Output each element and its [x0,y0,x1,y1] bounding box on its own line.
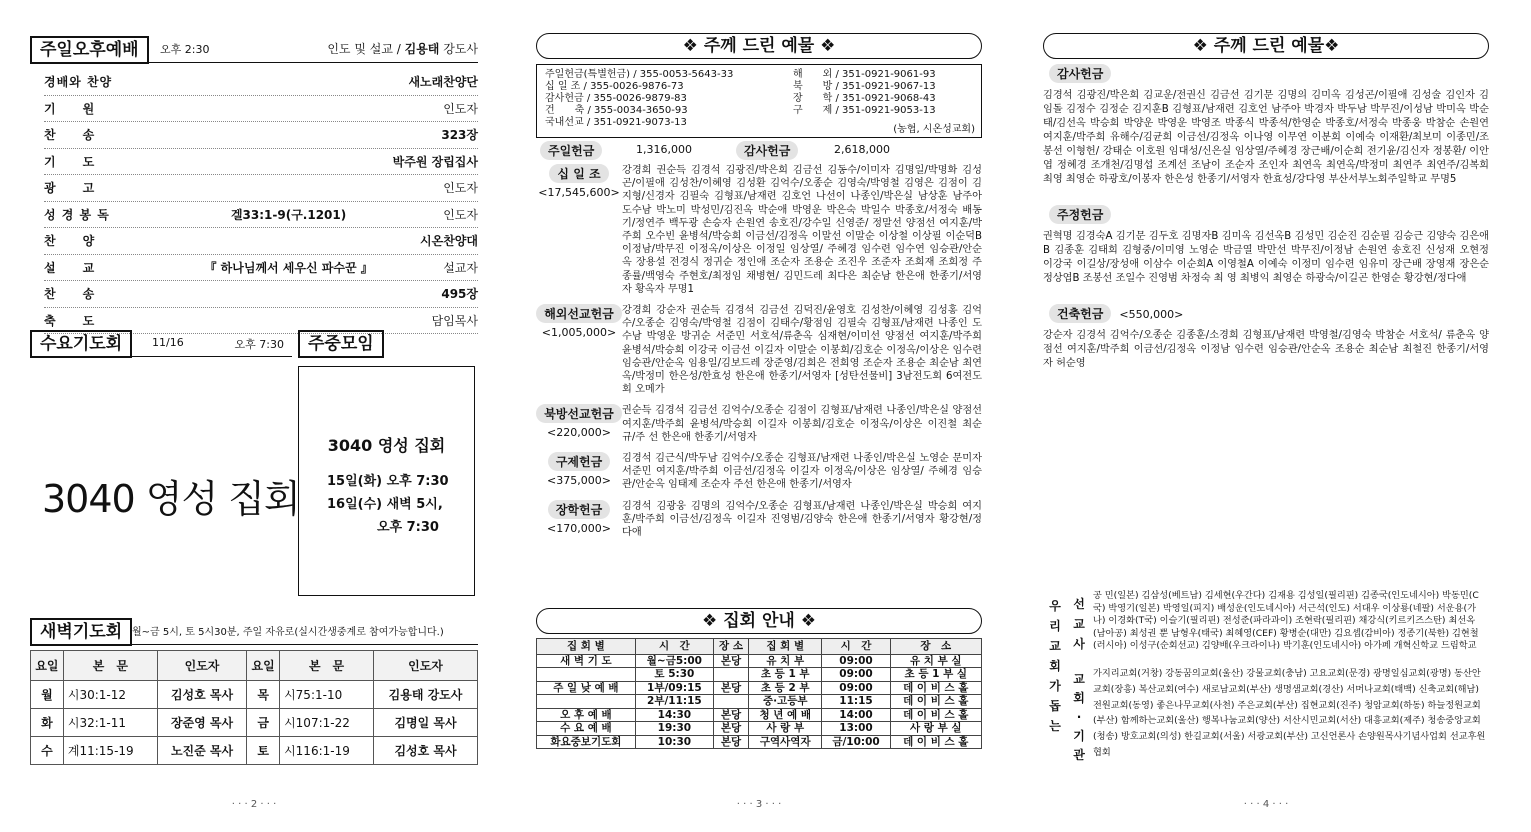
wednesday-title: 수요기도회 [30,330,132,358]
meeting-cell: 본당 [713,722,748,736]
order-person: 인도자 [443,207,478,222]
meeting-cell: 구역사역자 [749,735,822,749]
meeting-cell: 09:00 [822,681,890,695]
sunday-afternoon-header [30,36,478,63]
meeting-cell [537,695,636,709]
meeting-table [536,638,982,749]
account-line: 감사헌금 / 355-0026-9879-83 [545,93,687,104]
offering-section-amount: <550,000> [1119,308,1184,321]
order-person: 박주원 장립집사 [392,154,478,169]
order-detail: 『 하나님께서 세우신 파수꾼 』 [204,260,373,275]
event-big-title: 3040 영성 집회 [42,477,300,521]
offering-section-header [1049,304,1489,323]
meeting-row [537,708,982,722]
donation-label-box [536,404,622,444]
church-label-char: 기 [1073,729,1085,743]
church-label-char: 교 [1073,672,1085,686]
donation-label: 해외선교헌금 [536,304,622,323]
dawn-cell: 시75:1-10 [280,681,374,709]
offering-section-label: 주정헌금 [1049,205,1111,224]
meeting-row [537,654,982,668]
church-list: 가지리교회(거창) 강동꿈의교회(울산) 강물교회(충남) 고요교회(문경) 광명일심교회(광명) 동산안교회(장흥) 복산교회(여수) 새로남교회(부산) 생명샘교회(경산) 서머나교회(태백) 신축교회(해남) 전원교회(동영) 좋은나무교회(사천) 주은교회(부산) 집현교회(진주) 청암교회(하동) 하늘정원교회(부산) 함께하는교회(울산) 행복나눔교회(양산) 서산시민교회(서산) 대흥교회(제주) 청송중앙교회(청송) 방호교회(의성) 한길교회(서울) 서광교회(부산) 고신언론사 손양원목사기념사업회 선교후원협회 [1093,668,1486,758]
meeting-row [537,668,982,682]
dawn-row [31,737,478,765]
wednesday-time: 오후 7:30 [234,338,284,351]
meeting-header-cell: 집 회 별 [749,639,822,655]
dawn-row [31,709,478,737]
dawn-row [31,681,478,709]
meeting-cell: 초 등 1 부 [749,668,822,682]
order-person: 담임목사 [431,313,478,328]
donation-amount: <375,000> [547,474,611,488]
donation-amount: <220,000> [547,426,611,440]
service-time: 오후 2:30 [160,43,210,56]
page-number: · · · 3 · · · [736,799,782,810]
mission-title-char: 리 [1049,619,1061,633]
meeting-cell: 13:00 [822,722,890,736]
donation-label: 장학헌금 [548,500,610,519]
dawn-cell: 시30:1-12 [63,681,157,709]
meeting-cell: 데 이 비 스 홀 [890,695,981,709]
meeting-cell: 19:30 [635,722,713,736]
dawn-note: 월~금 5시, 토 5시30분, 주일 자유로(실시간생중계로 참여가능합니다.) [132,627,444,638]
offering-section-names: 김경석 김광진/박은희 김교운/전권신 김금선 김기문 김명의 김미옥 김성곤/이필애 김성술 김인자 김임돌 김정수 김정순 김지훈B 김형표/남재련 김호언 남주아 박경자 박두남 박무진/이성남 박미옥 박순태/김선옥 박승희 박양운 박영운 박영조 박종식 박종석/한영순 박종호/서정숙 박종웅 박참순 손원연 여지훈/박주희 유해수/김균희 이금선/김정옥 이나영 이무연 이분희 이예숙 이재환/최보미 이종민/조봉선 이형헌/ 강태순 이호원 임대성/신은실 임상열/주혜경 장근배/이순희 전기윤/김신자 정봉환/ 이안엽 정혜경 조개천/김명섭 조계선 조남이 조순자 조인자 최연옥 최연옥/박정미 최연주 최연주/김복희 최영 최영순 하광호/이봉자 한은성 한종기/서영자 한효성/강다영 부산서부노회주일학교 무명5 [1043,90,1489,185]
donation-label-box [536,452,622,492]
dawn-cell: 금 [247,709,280,737]
meeting-cell: 중·고등부 [749,695,822,709]
sunday-thanks-row [540,141,980,157]
order-person: 새노래찬양단 [408,75,478,90]
dawn-cell: 계11:15-19 [63,737,157,765]
donation-block [536,164,982,296]
dawn-cell: 김명일 목사 [374,709,478,737]
thanks-offering-label: 감사헌금 [736,141,798,160]
dawn-header-cell: 인도자 [374,651,478,681]
event-box [298,366,475,596]
donation-amount: <17,545,600> [538,186,620,199]
offering-section-names: 권혁명 김경숙A 김기문 김두호 김명자B 김미옥 김선옥B 김성민 김순진 김순필 김승근 김양숙 김은애B 김종훈 김태희 김형중/이미영 노영순 박금열 박만선 박무진/이정남 손원연 송호진 신성재 오현정 이강국 이길상/장성애 이삼수 이순희A 이영철A 이예숙 이정미 임수련 임유미 장근배 장영재 장은순 정상엽B 조봉선 조일수 진영범 차정숙 최 영 최병익 최영순 하광숙/이길곤 한영순 황강현/정다애 [1043,231,1489,284]
account-line: 북 방 / 351-0921-9067-13 [793,81,936,92]
meeting-cell: 금/10:00 [822,735,890,749]
account-line: 주일헌금(특별헌금) / 355-0053-5643-33 [545,69,734,80]
dawn-cell: 수 [31,737,64,765]
account-line: 구 제 / 351-0921-9053-13 [793,105,936,116]
meeting-header-cell: 시 간 [635,639,713,655]
meeting-cell: 11:15 [822,695,890,709]
meeting-cell: 본당 [713,681,748,695]
meeting-header-cell: 장 소 [890,639,981,655]
dawn-cell: 김성호 목사 [374,737,478,765]
offering-section-names: 강순자 김경석 김억수/오종순 김종훈/소경희 김형표/남재련 박영철/김영숙 박참순 서호석/ 류춘옥 양점선 여지훈/박주희 이금선/김정옥 이정남 임수련 임승관/안순옥 조용순 최순남 최철진 한종기/서영자 허순영 [1043,330,1489,369]
offering-sections [1043,64,1489,371]
donor-names: 강경희 강순자 권순득 김경석 김금선 김덕진/윤영호 김성찬/이혜영 김성홍 김억수/오종순 김영숙/박영철 김점이 김태수/황점임 김필숙 김형표/남재련 나종인 도수남 박영운 방귀순 서준민 서호석/류춘옥 심재현/이미선 양점선 여지훈/박주희 윤병석/박승희 이강국 이금선 이길자 이말순 이봉희/김호순 이정옥/이상은 임수련 임승관/안순옥 임용일/김보드레 장준영/김희은 전희영 조순자 조용순 최순남 최연옥/박정미 한은성/한효성 한은애 한종기/서영자 [성탄선물비] 3남전도회 6여전도회 오메가 [622,305,983,396]
page-number: · · · 4 · · · [1243,799,1289,810]
meeting-cell: 유 치 부 [749,654,822,668]
dawn-cell: 화 [31,709,64,737]
worship-order-row [44,69,478,96]
offering-section-label: 감사헌금 [1049,64,1111,83]
dawn-cell: 목 [247,681,280,709]
donation-block [536,304,982,396]
meeting-cell [713,668,748,682]
offering-section-header [1049,64,1489,83]
preacher-line: 인도 및 설교 / 김용태 강도사 [327,42,478,56]
mission-label-char: 선 [1073,597,1085,611]
meeting-cell: 10:30 [635,735,713,749]
donor-names: 권순득 김경석 김금선 김억수/오종순 김점이 김형표/남재련 나종인/박은실 양점선 여지훈/박주희 윤병석/박승희 이길자 이봉희/김호순 이정옥/이상은 이진철 최순규/주 선 한은애 한종기/서영자 [622,405,983,443]
donation-label-box [536,164,622,296]
dawn-header-cell: 요일 [247,651,280,681]
dawn-cell: 월 [31,681,64,709]
wednesday-header [30,330,292,357]
donation-amount: <170,000> [547,521,611,535]
account-box [536,64,982,138]
mission-title-char: 가 [1049,679,1061,693]
donation-block [536,500,982,540]
donor-names: 김경석 김광웅 김명의 김억수/오종순 김형표/남재련 나종인/박은실 박승희 여지훈/박주희 이금선/김정옥 이길자 진영범/김양숙 한은애 한종기/서영자 황강현/정다애 [622,500,982,539]
page-4 [1043,0,1489,832]
donation-block [536,404,982,444]
meeting-cell: 초 등 2 부 [749,681,822,695]
order-item: 찬 송 [44,287,96,302]
worship-order-row [44,202,478,229]
page-3 [536,0,982,832]
dawn-cell: 김용태 강도사 [374,681,478,709]
offering-section [1043,64,1489,187]
mission-title-char: 회 [1049,659,1061,673]
dawn-header-cell: 본 문 [280,651,374,681]
order-person: 323장 [441,128,478,143]
account-line: 장 학 / 351-0921-9068-43 [793,93,936,104]
dawn-header [30,618,478,645]
meeting-header-cell: 시 간 [822,639,890,655]
meeting-cell: 화요중보기도회 [537,735,636,749]
order-item: 찬 송 [44,128,96,143]
worship-order [44,69,478,334]
event-box-title: 3040 영성 집회 [327,436,446,455]
sunday-afternoon-title: 주일오후예배 [30,36,149,64]
mission-side-title [1047,596,1063,736]
account-line: 건 축 / 355-0034-3650-93 [545,105,688,116]
donor-names: 김경석 김근식/박두남 김억수/오종순 김형표/남재련 나종인/박은실 노영순 문미자 서준민 여지훈/박주희 이금선/김정옥 이길자 이정옥/이상은 임상열/ 주혜경 임승관/안순옥 임태제 조순자 주선 한은애 한종기/서영자 [622,453,982,491]
dawn-table-header [31,651,478,681]
accounts-right [793,69,936,117]
missionary-list: 공 민(일본) 김삼성(베트남) 김세현(우간다) 김재용 김성일(필리핀) 김종국(인도네시아) 박동민(C국) 박영기(일본) 박영일(피지) 배성운(인도네시아) 서근석(인도) 서대우 이상룡(네팔) 서운용(가나) 이경화(T국) 이슬기(필리핀) 전성준(파라과이) 조현락(필리핀) 채강식(키르키즈스탄) 최선옥(남아공) 최성권 뿐 남형우(태국) 최혜영(CEF) 황병순(대만) 김요셉(감비아) 정종기(북한) 김현철(러시아) 이성구(순회선교) 김양배(우크라이나) 박기훈(인도네시아) 아가페 개혁신학교 드림학교 [1093,590,1479,652]
worship-order-row [44,122,478,149]
order-item: 찬 양 [44,234,96,249]
donation-label: 구제헌금 [548,452,610,471]
meeting-cell: 본당 [713,735,748,749]
donation-amount: <1,005,000> [541,326,617,340]
donation-list [536,156,982,539]
order-item: 기 원 [44,101,96,116]
meeting-cell: 오 후 예 배 [537,708,636,722]
meeting-cell: 월~금5:00 [635,654,713,668]
meeting-banner: ❖ 집회 안내 ❖ [536,608,982,634]
bank-name: (농협, 시온성교회) [893,124,975,135]
meeting-cell: 새 벽 기 도 [537,654,636,668]
worship-order-row [44,96,478,123]
worship-order-row [44,281,478,308]
order-person: 495장 [441,287,478,302]
dawn-cell: 김성호 목사 [157,681,246,709]
dawn-cell: 시107:1-22 [280,709,374,737]
wednesday-date: 11/16 [152,336,184,349]
order-item: 경배와 찬양 [44,75,113,90]
dawn-header-cell: 본 문 [63,651,157,681]
donation-label-box [536,500,622,540]
meeting-row [537,735,982,749]
thanks-offering-amount: 2,618,000 [834,143,890,156]
meeting-cell: 주 일 낮 예 배 [537,681,636,695]
accounts-left [545,69,733,129]
meeting-cell: 초 등 1 부 실 [890,668,981,682]
worship-order-row [44,228,478,255]
meeting-cell [713,695,748,709]
dawn-cell: 장준영 목사 [157,709,246,737]
meeting-row [537,695,982,709]
meeting-table-header [537,639,982,655]
worship-order-row [44,255,478,282]
account-line: 해 외 / 351-0921-9061-93 [793,69,936,80]
dawn-cell: 노진준 목사 [157,737,246,765]
church-label [1071,670,1087,765]
mission-title-char: 돕 [1049,699,1061,713]
meeting-cell: 14:00 [822,708,890,722]
order-item: 광 고 [44,181,96,196]
meeting-cell: 사 랑 부 실 [890,722,981,736]
meeting-header-cell: 장 소 [713,639,748,655]
worship-order-row [44,149,478,176]
meeting-cell: 본당 [713,654,748,668]
offering-banner-2: ❖ 주께 드린 예물❖ [1043,33,1489,59]
donation-label: 북방선교헌금 [536,404,622,423]
meeting-table-body [537,654,982,749]
mission-title-char: 우 [1049,599,1061,613]
mission-label-char: 사 [1073,637,1085,651]
church-label-char: · [1076,710,1082,724]
dawn-header-cell: 인도자 [157,651,246,681]
meeting-cell: 14:30 [635,708,713,722]
account-line: 십 일 조 / 355-0026-9876-73 [545,81,684,92]
meeting-cell: 본당 [713,708,748,722]
order-item: 설 교 [44,260,96,275]
sunday-offering-label: 주일헌금 [540,141,602,160]
offering-section-header [1049,205,1489,224]
donation-label-box [536,304,622,396]
order-item: 기 도 [44,154,96,169]
meeting-header-cell: 집 회 별 [537,639,636,655]
midweek-title: 주중모임 [298,330,384,358]
meeting-cell: 청 년 예 배 [749,708,822,722]
dawn-table [30,650,478,765]
order-item: 축 도 [44,313,96,328]
offering-section [1043,304,1489,371]
meeting-cell: 데 이 비 스 홀 [890,681,981,695]
mission-title-char: 교 [1049,639,1061,653]
event-schedule: 15일(화) 오후 7:30 16일(수) 새벽 5시, 오후 7:30 [327,474,449,535]
meeting-cell: 유 치 부 실 [890,654,981,668]
meeting-cell: 사 랑 부 [749,722,822,736]
meeting-cell: 데 이 비 스 홀 [890,735,981,749]
church-label-char: 관 [1073,748,1085,762]
dawn-header-cell: 요일 [31,651,64,681]
offering-section [1043,205,1489,286]
mission-title-char: 는 [1049,719,1061,733]
dawn-cell: 시32:1-11 [63,709,157,737]
church-label-char: 회 [1073,691,1085,705]
meeting-row [537,681,982,695]
dawn-cell: 토 [247,737,280,765]
offering-banner: ❖ 주께 드린 예물 ❖ [536,33,982,59]
meeting-cell: 데 이 비 스 홀 [890,708,981,722]
mission-label-char: 교 [1073,617,1085,631]
order-person: 인도자 [443,101,478,116]
meeting-cell: 09:00 [822,668,890,682]
missionary-label [1071,594,1087,654]
meeting-cell: 2부/11:15 [635,695,713,709]
account-line: 국내선교 / 351-0921-9073-13 [545,117,687,128]
meeting-cell: 토 5:30 [635,668,713,682]
page-number: · · · 2 · · · [231,799,277,810]
meeting-row [537,722,982,736]
meeting-cell [537,668,636,682]
page-2 [30,0,478,832]
order-detail: 겔33:1-9(구.1201) [230,207,347,222]
meeting-cell: 1부/09:15 [635,681,713,695]
dawn-table-body [31,681,478,765]
dawn-cell: 시116:1-19 [280,737,374,765]
meeting-cell: 09:00 [822,654,890,668]
dawn-title: 새벽기도회 [30,618,132,646]
mission-support [1043,588,1489,788]
worship-order-row [44,175,478,202]
order-item: 성 경 봉 독 [44,207,110,222]
order-person: 시온찬양대 [420,234,478,249]
order-person: 인도자 [443,181,478,196]
offering-section-label: 건축헌금 [1049,304,1111,323]
donation-label: 십 일 조 [549,164,608,183]
donation-block [536,452,982,492]
meeting-cell: 수 요 예 배 [537,722,636,736]
sunday-offering-amount: 1,316,000 [636,143,692,156]
order-person: 설교자 [443,260,478,275]
donor-names: 강경희 권순득 김경석 김광진/박은희 김금선 김동수/이미자 김명일/박명화 김성곤/이필애 김성찬/이혜영 김성환 김억수/오종순 김영숙/박영철 김영은 김점이 김지형/신경자 김필숙 김형표/남재련 김호언 나선이 나종인/박은실 남상훈 남주아 도수남 박노미 박성민/김진옥 박순애 박영운 박은숙 박일수 박종호/서정숙 배동기/정연주 백두광 손승자 손원연 송호진/강수일 신영준/ 정말선 양점선 여지훈/박주희 오수빈 윤병석/박승희 이금선/김정옥 이말선 이말순 이상철 이상필 이순덕B 이정남/박무진 이정옥/이상은 이정일 임상열/ 주혜경 임수련 임수연 임승관/안순옥 장용설 전경식 정귀순 정인애 조순자 조용순 조진우 조준자 조희재 조희정 주종률/백영숙 주현호/최정임 채병현/ 김민드레 최다은 최순남 한은애 한종기/서영자 황옥자 무명1 [622,165,982,295]
